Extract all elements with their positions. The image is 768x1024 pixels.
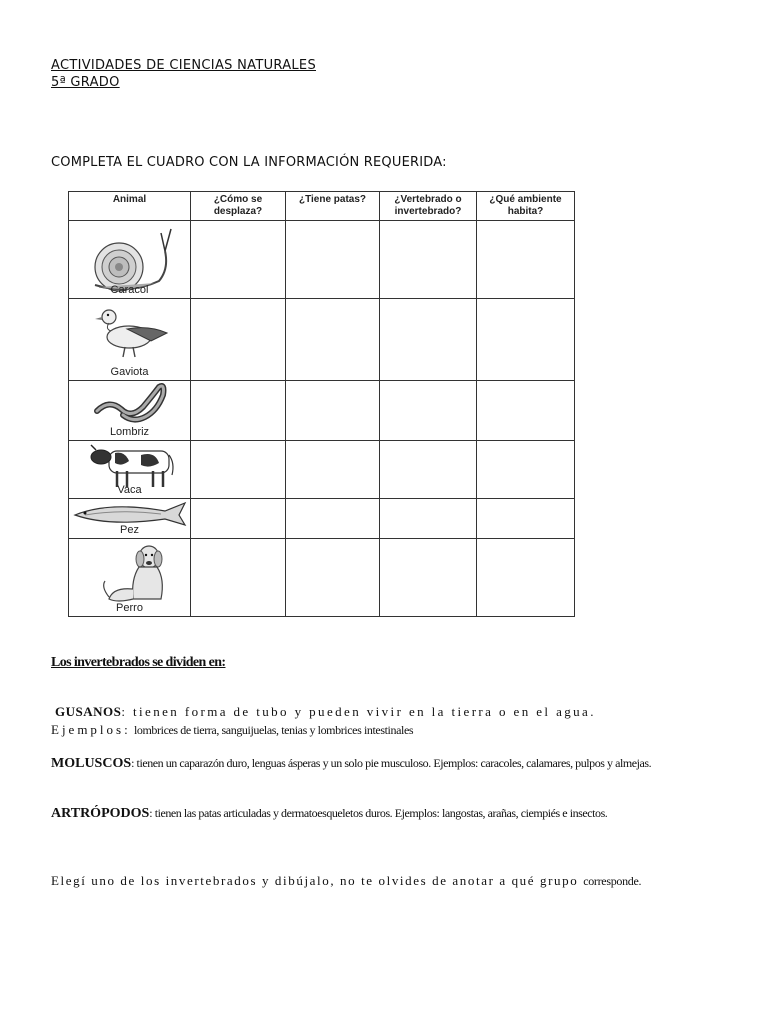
answer-cell[interactable] — [191, 539, 286, 617]
moluscos-paragraph — [51, 755, 721, 772]
answer-cell[interactable] — [380, 221, 477, 299]
table-row — [69, 299, 575, 381]
header-has-legs: ¿Tiene patas? — [286, 192, 380, 221]
table-row — [69, 221, 575, 299]
gusanos-description: : tienen forma de tubo y pueden vivir en la tierra o en el agua. — [121, 704, 596, 719]
header-how-moves: ¿Cómo se desplaza? — [191, 192, 286, 221]
answer-cell[interactable] — [286, 499, 380, 539]
table-row — [69, 381, 575, 441]
table-row — [69, 441, 575, 499]
answer-cell[interactable] — [191, 441, 286, 499]
instruction-text: COMPLETA EL CUADRO CON LA INFORMACIÓN REQUERIDA: — [51, 155, 447, 170]
animal-table — [68, 191, 575, 617]
answer-cell[interactable] — [191, 499, 286, 539]
header-vertebrate: ¿Vertebrado o invertebrado? — [380, 192, 477, 221]
title-line-2: 5ª GRADO — [51, 75, 120, 90]
gusanos-term: GUSANOS — [55, 704, 122, 719]
animal-cell — [69, 221, 191, 299]
answer-cell[interactable] — [286, 539, 380, 617]
artropodos-paragraph — [51, 805, 721, 822]
examples-label: Ejemplos: — [51, 722, 131, 737]
answer-cell[interactable] — [477, 221, 575, 299]
animal-cell — [69, 299, 191, 381]
answer-cell[interactable] — [477, 441, 575, 499]
answer-cell[interactable] — [380, 441, 477, 499]
animal-label: Vaca — [117, 484, 142, 496]
moluscos-description: : tienen un caparazón duro, lenguas ásperas y un solo pie musculoso. Ejemplos: caracoles, calamares, pulpos y almejas. — [131, 756, 652, 770]
artropodos-term: ARTRÓPODOS — [51, 806, 150, 821]
answer-cell[interactable] — [191, 381, 286, 441]
answer-cell[interactable] — [477, 499, 575, 539]
answer-cell[interactable] — [380, 499, 477, 539]
answer-cell[interactable] — [286, 299, 380, 381]
answer-cell[interactable] — [477, 299, 575, 381]
table-row — [69, 499, 575, 539]
final-instruction — [51, 873, 641, 889]
table-header-row — [69, 192, 575, 221]
gusanos-examples: lombrices de tierra, sanguijuelas, tenias y lombrices intestinales — [133, 723, 414, 737]
final-instruction-part-2: corresponde. — [583, 874, 642, 888]
animal-label: Lombriz — [109, 426, 150, 438]
header-habitat: ¿Qué ambiente habita? — [477, 192, 575, 221]
answer-cell[interactable] — [191, 221, 286, 299]
answer-cell[interactable] — [286, 441, 380, 499]
answer-cell[interactable] — [191, 299, 286, 381]
animal-cell — [69, 441, 191, 499]
animal-label: Perro — [116, 602, 143, 614]
animal-label: Caracol — [110, 284, 149, 296]
artropodos-description: : tienen las patas articuladas y dermatoesqueletos duros. Ejemplos: langostas, arañas, ciempiés e insectos. — [149, 806, 608, 820]
final-instruction-part-1: Elegí uno de los invertebrados y dibújalo, no te olvides de anotar a qué grupo — [51, 873, 584, 888]
animal-cell — [69, 499, 191, 539]
moluscos-term: MOLUSCOS — [51, 756, 132, 771]
answer-cell[interactable] — [380, 299, 477, 381]
animal-label: Pez — [120, 524, 139, 536]
answer-cell[interactable] — [477, 539, 575, 617]
answer-cell[interactable] — [286, 221, 380, 299]
section-subtitle: Los invertebrados se dividen en: — [51, 655, 226, 670]
answer-cell[interactable] — [380, 539, 477, 617]
animal-cell — [69, 381, 191, 441]
gusanos-examples-line — [51, 721, 721, 739]
answer-cell[interactable] — [477, 381, 575, 441]
answer-cell[interactable] — [380, 381, 477, 441]
animal-label: Gaviota — [110, 366, 149, 378]
gusanos-paragraph — [51, 703, 721, 720]
header-animal: Animal — [69, 192, 191, 221]
answer-cell[interactable] — [286, 381, 380, 441]
title-line-1: ACTIVIDADES DE CIENCIAS NATURALES — [51, 58, 316, 73]
table-row — [69, 539, 575, 617]
animal-cell — [69, 539, 191, 617]
